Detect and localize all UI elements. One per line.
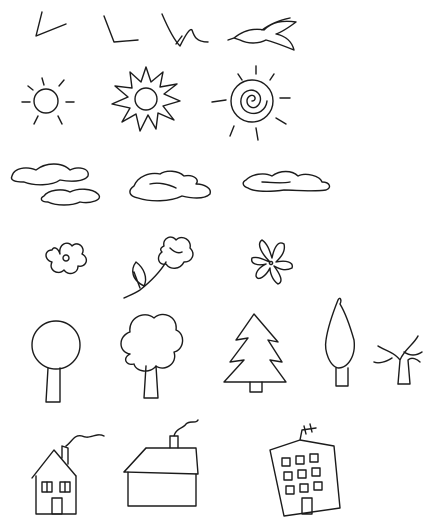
bird-sketch-4-icon [228,18,296,50]
tree-pine-icon [224,314,286,392]
sun-simple-icon [22,78,74,124]
bird-sketch-3-icon [162,14,208,46]
cloud-3-icon [243,172,329,192]
cloud-2-icon [130,171,210,201]
flower-with-stem-icon [124,237,193,298]
tree-bushy-icon [121,314,183,398]
sun-spiral-icon [212,66,290,140]
bird-sketch-2-icon [104,16,138,42]
tree-cypress-icon [326,298,355,386]
apartment-building-icon [270,424,340,516]
sun-spiky-icon [112,67,180,131]
cloud-1-icon [12,164,100,205]
tree-round-icon [32,321,80,402]
bird-sketch-1-icon [36,12,66,36]
house-wide-icon [124,420,198,506]
tree-bare-icon [374,336,422,384]
flower-star-icon [252,240,293,284]
flower-5-petal-icon [46,243,86,273]
house-small-icon [32,435,104,514]
